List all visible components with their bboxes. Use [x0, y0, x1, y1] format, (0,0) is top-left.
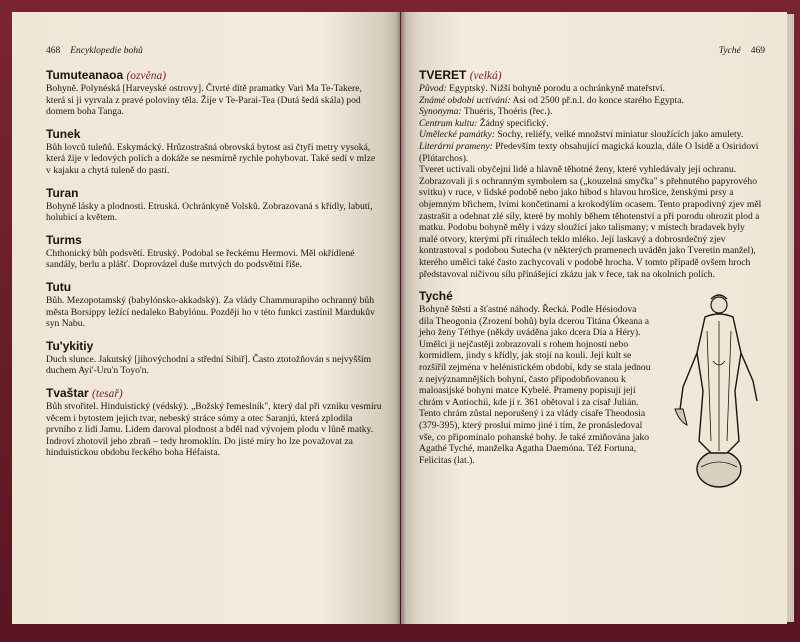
entry-head: Tutu	[46, 279, 72, 294]
field-origin: Původ: Egyptský. Nižší bohyně porodu a ochránkyně mateřství.	[419, 83, 665, 94]
left-page	[12, 12, 400, 624]
book-gutter	[396, 12, 406, 624]
entry-text: Bůh. Mezopotamský (babylónsko-akkadský). Za vlády Chammurapiho ochranný bůh města Borsippy ležící nedaleko Babylónu. Později ho v této funkci zastínil Mardukův syn Nabu.	[46, 294, 375, 330]
entry-tunek	[46, 127, 382, 177]
left-running-head	[46, 46, 382, 56]
entry-tutu	[46, 280, 382, 330]
entry-text: Tveret uctívali obyčejní lidé a hlavně těhotné ženy, které vyhledávaly její ochranu. Zobrazovali ji s ochranným symbolem sa („kouzelná smyčka" s přehnutého papyrového svitku) v ruce, v lidské podobě nebo jako hibod s hlavou hrošice, ženskými prsy a objemným břichem, lvími končetinami a krokodýlím ocasem. Tento prapodivný zjev měl zastrašit a odehnat zlé síly, které by mohly během těhotenství a při porodu ohrozit plod a matku. Podobu bohyně měly i vázy sloužící jako talismany; v místech bradavek byly malé otvory, kterými při rituálech teklo mléko. Její laskavý a dobrosrdečný zjev kontrastoval s podobou Sutecha (v některých pramenech uváděn jako Tveretin manžel), kterého umělci také často zachycovali v podobě hrocha. V tomto případě ovšem hroch představoval ničivou sílu přinášející zkázu jak v řece, tak na okolních polích.	[419, 164, 762, 280]
entry-head: Tumuteanaoa (ozvěna)	[46, 68, 167, 82]
page-number: 468	[46, 46, 61, 56]
entry-text: Bohyně štěstí a šťastné náhody. Řecká. Podle Hésiodova díla Theogonia (Zrození bohů) byla dcerou Titána Ókeana a jeho ženy Téthye (někdy uváděna jako dcera Día a Héry). Umělci ji nejčastěji zobrazovali s rohem hojnosti nebo kormidlem, jindy s křídly, jak stojí na kouli. Její kult se rozšířil zejména v helénistickém období, kdy se stala jednou z nejvýznamnějších bohyní, často připodobňovanou k maloasijské bohyni matce Kybelé. Prameny popisují její chrám v Antiochii, kde jí r. 361 obětoval i za císař Julián. Tento chrám zůstal neporušený i za vlády císaře Theodosia (379-395), který prosluí mimo jiné i tím, že pronásledoval vše, co připomínalo pohanské bohy. Je také zmiňována jako Agathé Tyché, manželka Agatha Daemóna. Též Fortuna, Felicitas (lat.).	[419, 304, 651, 466]
right-page	[401, 12, 787, 624]
entry-head: Turms	[46, 232, 82, 247]
page-number: 469	[750, 46, 765, 56]
page-edges	[787, 14, 794, 622]
entry-tvastar	[46, 386, 382, 459]
field-artworks: Umělecké památky: Sochy, reliéfy, velké množství miniatur sloužících jako amulety.	[419, 129, 744, 141]
entry-text: Bůh stvořitel. Hinduistický (védský). „Božský řemeslník", který dal při vzniku vesmíru věcem i bytostem jejich tvar, nebeský stráce sómy a otec Saranjú, která zplodila prvního z lidí Jamu. Lidem daroval plodnost a bděl nad vývojem plodu v lůně matky. Indroví zhotovil jeho zbraň – tedy hromoklín. Do jisté míry ho lze považovat za hinduistickou obdobu řeckého boha Héfaista.	[46, 400, 382, 459]
running-title: Tyché	[718, 46, 741, 56]
entry-head: Tunek	[46, 126, 81, 141]
entry-text: Duch slunce. Jakutský [jihovýchodní a střední Sibiř]. Často ztotožňován s nejvyšším duchem Ayi'-Uru'n Toyo'n.	[46, 353, 372, 377]
entry-tuykitiy	[46, 339, 382, 377]
entry-text: Bůh lovců tuleňů. Eskymácký. Hrůzostrašná obrovská bytost asi čtyři metry vysoká, která žije v ledových polích a dokáže se nesmírně rychle pohybovat. Také sedí v mlze v kajaku a chytá tuleně do pastí.	[46, 141, 376, 176]
field-sources: Literární prameny: Především texty obsahující magická kouzla, dále O Isidě a Osiridovi (Plútarchos).	[419, 140, 759, 164]
entry-text: Bohyně lásky a plodnosti. Etruská. Ochránkyně Volsků. Zobrazovaná s křídly, labutí, holubicí a květem.	[46, 200, 373, 224]
entry-head: Tyché	[419, 289, 453, 304]
right-running-head	[419, 46, 765, 56]
entry-turan	[46, 186, 382, 224]
entry-text: Bohyně. Polynéská [Harveyské ostrovy]. Čtvrté dítě pramatky Vari Ma Te-Takere, která si ji vyrvala z pravé poloviny těla. Žije v Te-Parai-Tea (Dutá šedá skála) pod domem boha Tanga.	[46, 83, 362, 118]
entry-head: Turan	[46, 185, 79, 200]
entry-head: TVERET (velká)	[419, 68, 502, 82]
entry-tyche	[419, 289, 765, 466]
entry-head: Tvaštar (tesař)	[46, 385, 123, 400]
field-period: Známé období uctívání: Asi od 2500 př.n.l. do konce starého Egypta.	[419, 94, 684, 106]
entry-tveret	[419, 68, 765, 280]
tyche-statue-icon	[661, 291, 771, 491]
entry-text: Chthonický bůh podsvětí. Etruský. Podobal se řeckému Hermovi. Měl okřídlené sandály, berlu a plášť. Doprovázel duše mrtvých do podsvětní říše.	[46, 247, 355, 271]
running-title: Encyklopedie bohů	[70, 46, 143, 56]
entry-tumuteanaoa	[46, 68, 382, 118]
entry-turms	[46, 233, 382, 271]
field-cult-center: Centrum kultu: Žádný specifický.	[419, 117, 549, 129]
entry-head: Tu'ykitiy	[46, 338, 94, 353]
field-synonyms: Synonyma: Thuéris, Thoéris (řec.).	[419, 106, 553, 118]
